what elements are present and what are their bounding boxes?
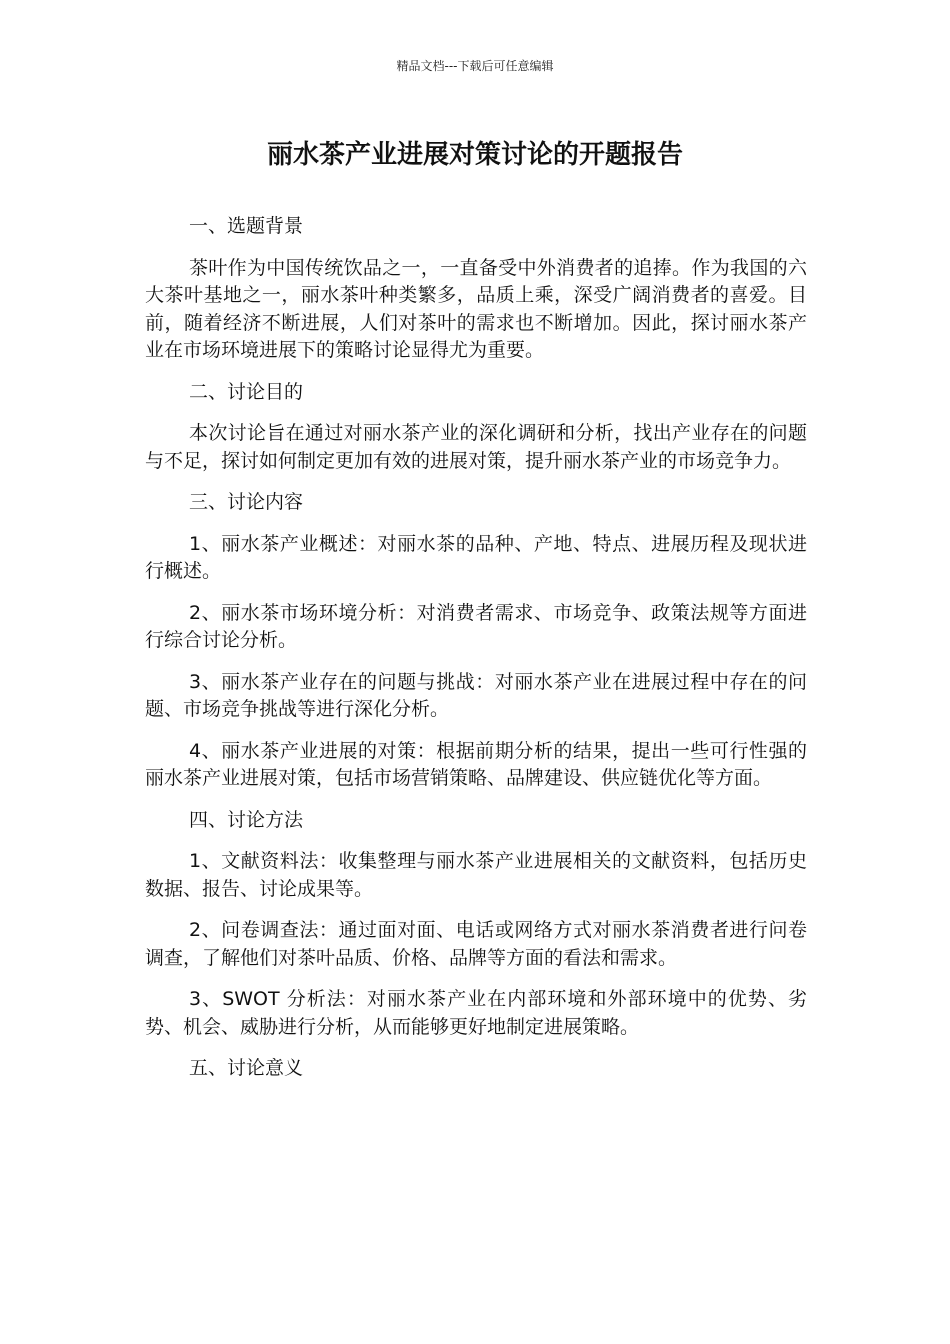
header-note: 精品文档---下载后可任意编辑 (396, 59, 554, 73)
document-body (145, 213, 807, 1097)
list-item-method-3: 3、SWOT 分析法：对丽水茶产业在内部环境和外部环境中的优势、劣势、机会、威胁进行分析，从而能够更好地制定进展策略。 (145, 988, 807, 1038)
list-item-method-2: 2、问卷调查法：通过面对面、电话或网络方式对丽水茶消费者进行问卷调查，了解他们对茶叶品质、价格、品牌等方面的看法和需求。 (145, 919, 807, 969)
document-title: 丽水茶产业进展对策讨论的开题报告 (266, 140, 683, 170)
paragraph-background: 茶叶作为中国传统饮品之一，一直备受中外消费者的追捧。作为我国的六大茶叶基地之一，丽水茶叶种类繁多，品质上乘，深受广阔消费者的喜爱。目前，随着经济不断进展，人们对茶叶的需求也不断增加。因此，探讨丽水茶产业在市场环境进展下的策略讨论显得尤为重要。 (145, 256, 807, 361)
section-heading-content: 三、讨论内容 (189, 491, 304, 513)
section-heading-significance: 五、讨论意义 (189, 1057, 304, 1079)
list-item-method-1: 1、文献资料法：收集整理与丽水茶产业进展相关的文献资料，包括历史数据、报告、讨论成果等。 (145, 850, 807, 900)
list-item-content-1: 1、丽水茶产业概述：对丽水茶的品种、产地、特点、进展历程及现状进行概述。 (145, 532, 807, 582)
section-heading-methods: 四、讨论方法 (189, 808, 304, 831)
list-item-content-4: 4、丽水茶产业进展的对策：根据前期分析的结果，提出一些可行性强的丽水茶产业进展对策，包括市场营销策略、品牌建设、供应链优化等方面。 (145, 739, 807, 789)
list-item-content-2: 2、丽水茶市场环境分析：对消费者需求、市场竞争、政策法规等方面进行综合讨论分析。 (145, 601, 807, 651)
paragraph-purpose: 本次讨论旨在通过对丽水茶产业的深化调研和分析，找出产业存在的问题与不足，探讨如何制定更加有效的进展对策，提升丽水茶产业的市场竞争力。 (145, 422, 807, 472)
section-heading-purpose: 二、讨论目的 (189, 380, 304, 403)
section-heading-background: 一、选题背景 (189, 215, 304, 237)
list-item-content-3: 3、丽水茶产业存在的问题与挑战：对丽水茶产业在进展过程中存在的问题、市场竞争挑战等进行深化分析。 (145, 670, 807, 720)
